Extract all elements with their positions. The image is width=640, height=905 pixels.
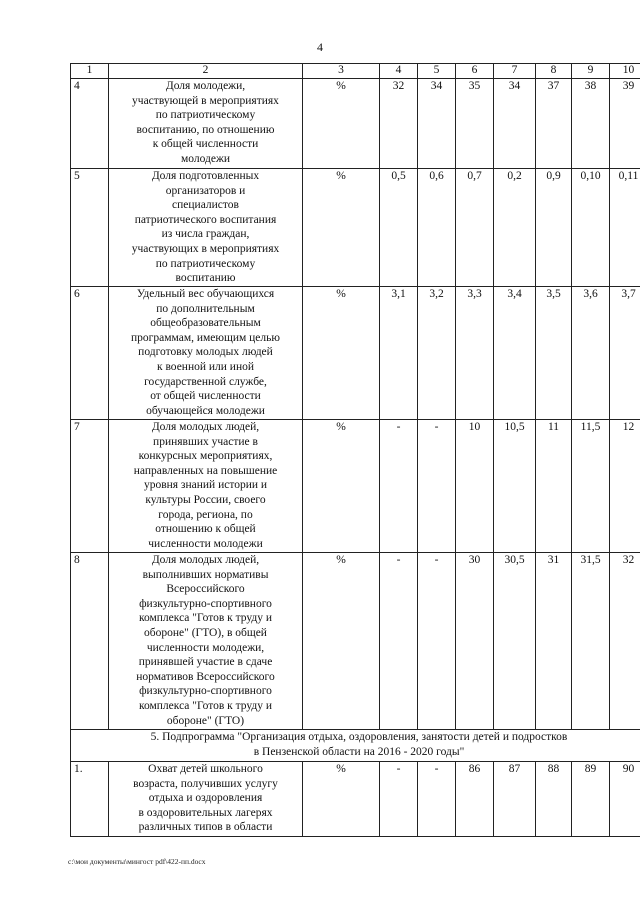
- indicator-name: [109, 553, 303, 730]
- indicator-name-line: комплекса "Готов к труду и: [138, 699, 273, 712]
- value-cell: 32: [610, 553, 640, 730]
- value-cell: 38: [572, 79, 610, 169]
- unit-cell: %: [303, 287, 380, 420]
- value-cell: -: [380, 762, 418, 837]
- indicator-name-line: воспитанию, по отношению: [136, 123, 275, 136]
- indicator-name-line: направленных на повышение: [133, 464, 278, 477]
- indicator-name-line: отдыха и оздоровления: [148, 792, 263, 805]
- table-row: [71, 169, 640, 287]
- section-row: [71, 730, 640, 762]
- indicator-name-line: физкультурно-спортивного: [139, 597, 272, 610]
- value-cell: 3,1: [380, 287, 418, 420]
- value-cell: 90: [610, 762, 640, 837]
- indicator-name-line: в оздоровительных лагерях: [138, 806, 273, 819]
- indicator-name-line: уровня знаний истории и: [143, 479, 268, 492]
- indicator-name-line: Всероссийского: [166, 583, 245, 596]
- value-cell: 39: [610, 79, 640, 169]
- header-cell: 3: [303, 64, 380, 79]
- table-row: [71, 420, 640, 553]
- unit-cell: %: [303, 420, 380, 553]
- value-cell: 35: [456, 79, 494, 169]
- value-cell: -: [380, 553, 418, 730]
- indicator-name-line: общеобразовательным: [150, 317, 261, 330]
- value-cell: 30: [456, 553, 494, 730]
- value-cell: -: [380, 420, 418, 553]
- value-cell: 87: [494, 762, 536, 837]
- header-cell: 4: [380, 64, 418, 79]
- value-cell: 0,6: [418, 169, 456, 287]
- value-cell: 37: [536, 79, 572, 169]
- unit-cell: %: [303, 762, 380, 837]
- value-cell: 0,9: [536, 169, 572, 287]
- indicator-name-line: по дополнительным: [156, 302, 255, 315]
- indicator-name: [109, 420, 303, 553]
- subprogram-heading-line: в Пензенской области на 2016 - 2020 годы": [253, 745, 465, 758]
- indicator-name-line: принявших участие в: [153, 435, 258, 448]
- indicator-name-line: к военной или иной: [156, 360, 255, 373]
- indicator-name-line: численности молодежи,: [146, 641, 265, 654]
- subprogram-heading-line: 5. Подпрограмма "Организация отдыха, оздоровления, занятости детей и подростков: [150, 731, 568, 743]
- value-cell: -: [418, 762, 456, 837]
- header-row: [71, 64, 640, 79]
- table-row: [71, 79, 640, 169]
- indicator-name: [109, 287, 303, 420]
- row-number: 8: [71, 553, 109, 730]
- indicator-name-line: патриотического воспитания: [134, 213, 277, 226]
- indicator-name-line: Удельный вес обучающихся: [136, 288, 275, 300]
- indicator-name-line: Доля молодых людей,: [151, 554, 260, 566]
- indicator-name-line: из числа граждан,: [161, 228, 250, 241]
- row-number: 6: [71, 287, 109, 420]
- value-cell: 11: [536, 420, 572, 553]
- indicator-name-line: организаторов и: [165, 184, 246, 197]
- value-cell: 0,10: [572, 169, 610, 287]
- file-path-footer: c:\мои документы\мингост pdf\422-пп.docx: [68, 857, 206, 866]
- value-cell: 12: [610, 420, 640, 553]
- row-number: 7: [71, 420, 109, 553]
- indicator-name-line: конкурсных мероприятиях,: [138, 450, 273, 463]
- indicator-name-line: комплекса "Готов к труду и: [138, 612, 273, 625]
- indicator-name-line: воспитанию: [175, 272, 236, 285]
- indicator-name-line: обороне" (ГТО), в общей: [144, 626, 267, 639]
- value-cell: 89: [572, 762, 610, 837]
- indicator-name-line: подготовку молодых людей: [138, 346, 273, 359]
- value-cell: 34: [494, 79, 536, 169]
- value-cell: 11,5: [572, 420, 610, 553]
- header-cell: 5: [418, 64, 456, 79]
- indicator-name-line: по патриотическому: [155, 109, 256, 122]
- header-cell: 8: [536, 64, 572, 79]
- indicator-name-line: Доля молодежи,: [165, 80, 246, 92]
- value-cell: -: [418, 420, 456, 553]
- unit-cell: %: [303, 169, 380, 287]
- row-number: 4: [71, 79, 109, 169]
- value-cell: 10,5: [494, 420, 536, 553]
- indicator-name-line: участвующей в мероприятиях: [132, 94, 279, 107]
- header-cell: 1: [71, 64, 109, 79]
- indicators-table: [70, 63, 640, 837]
- indicator-name-line: отношению к общей: [155, 523, 256, 536]
- indicator-name-line: к общей численности: [152, 138, 259, 151]
- value-cell: 10: [456, 420, 494, 553]
- value-cell: 0,2: [494, 169, 536, 287]
- indicator-name-line: принявшей участие в сдаче: [138, 656, 273, 669]
- indicator-name: [109, 79, 303, 169]
- value-cell: 0,11: [610, 169, 640, 287]
- unit-cell: %: [303, 79, 380, 169]
- indicator-name-line: культуры России, своего: [145, 493, 266, 506]
- indicator-name-line: Охват детей школьного: [148, 763, 263, 775]
- indicator-name-line: Доля молодых людей,: [151, 421, 260, 433]
- header-cell: 9: [572, 64, 610, 79]
- indicator-name: [109, 762, 303, 837]
- indicator-name-line: обучающейся молодежи: [146, 404, 265, 417]
- value-cell: 32: [380, 79, 418, 169]
- header-cell: 10: [610, 64, 640, 79]
- indicator-name-line: обороне" (ГТО): [166, 714, 245, 727]
- table-row: [71, 553, 640, 730]
- indicator-name-line: программам, имеющим целью: [131, 331, 280, 344]
- indicator-name-line: численности молодежи: [148, 537, 263, 550]
- value-cell: 88: [536, 762, 572, 837]
- value-cell: 30,5: [494, 553, 536, 730]
- indicator-name-line: возраста, получивших услугу: [133, 777, 278, 790]
- value-cell: 34: [418, 79, 456, 169]
- indicator-name-line: физкультурно-спортивного: [139, 685, 272, 698]
- value-cell: 0,5: [380, 169, 418, 287]
- value-cell: 31,5: [572, 553, 610, 730]
- value-cell: 3,6: [572, 287, 610, 420]
- header-cell: 6: [456, 64, 494, 79]
- value-cell: 3,4: [494, 287, 536, 420]
- value-cell: -: [418, 553, 456, 730]
- value-cell: 31: [536, 553, 572, 730]
- indicator-name-line: города, региона, по: [158, 508, 253, 521]
- indicator-name-line: специалистов: [172, 199, 239, 212]
- value-cell: 3,7: [610, 287, 640, 420]
- value-cell: 3,3: [456, 287, 494, 420]
- value-cell: 0,7: [456, 169, 494, 287]
- row-number: 5: [71, 169, 109, 287]
- value-cell: 3,5: [536, 287, 572, 420]
- indicator-name-line: различных типов в области: [138, 821, 273, 834]
- row-number: 1.: [71, 762, 109, 837]
- header-cell: 2: [109, 64, 303, 79]
- indicator-name-line: от общей численности: [150, 390, 261, 403]
- subprogram-heading: [71, 730, 640, 762]
- value-cell: 86: [456, 762, 494, 837]
- unit-cell: %: [303, 553, 380, 730]
- indicator-name-line: Доля подготовленных: [151, 170, 260, 182]
- indicator-name: [109, 169, 303, 287]
- table-row: [71, 287, 640, 420]
- indicator-name-line: выполнивших нормативы: [142, 568, 269, 581]
- header-cell: 7: [494, 64, 536, 79]
- indicator-name-line: государственной службе,: [144, 375, 267, 388]
- indicator-name-line: молодежи: [180, 152, 231, 165]
- value-cell: 3,2: [418, 287, 456, 420]
- indicator-name-line: по патриотическому: [155, 257, 256, 270]
- indicator-name-line: участвующих в мероприятиях: [131, 242, 280, 255]
- indicator-name-line: нормативов Всероссийского: [136, 670, 275, 683]
- table-row: [71, 762, 640, 837]
- page-number: 4: [317, 40, 323, 54]
